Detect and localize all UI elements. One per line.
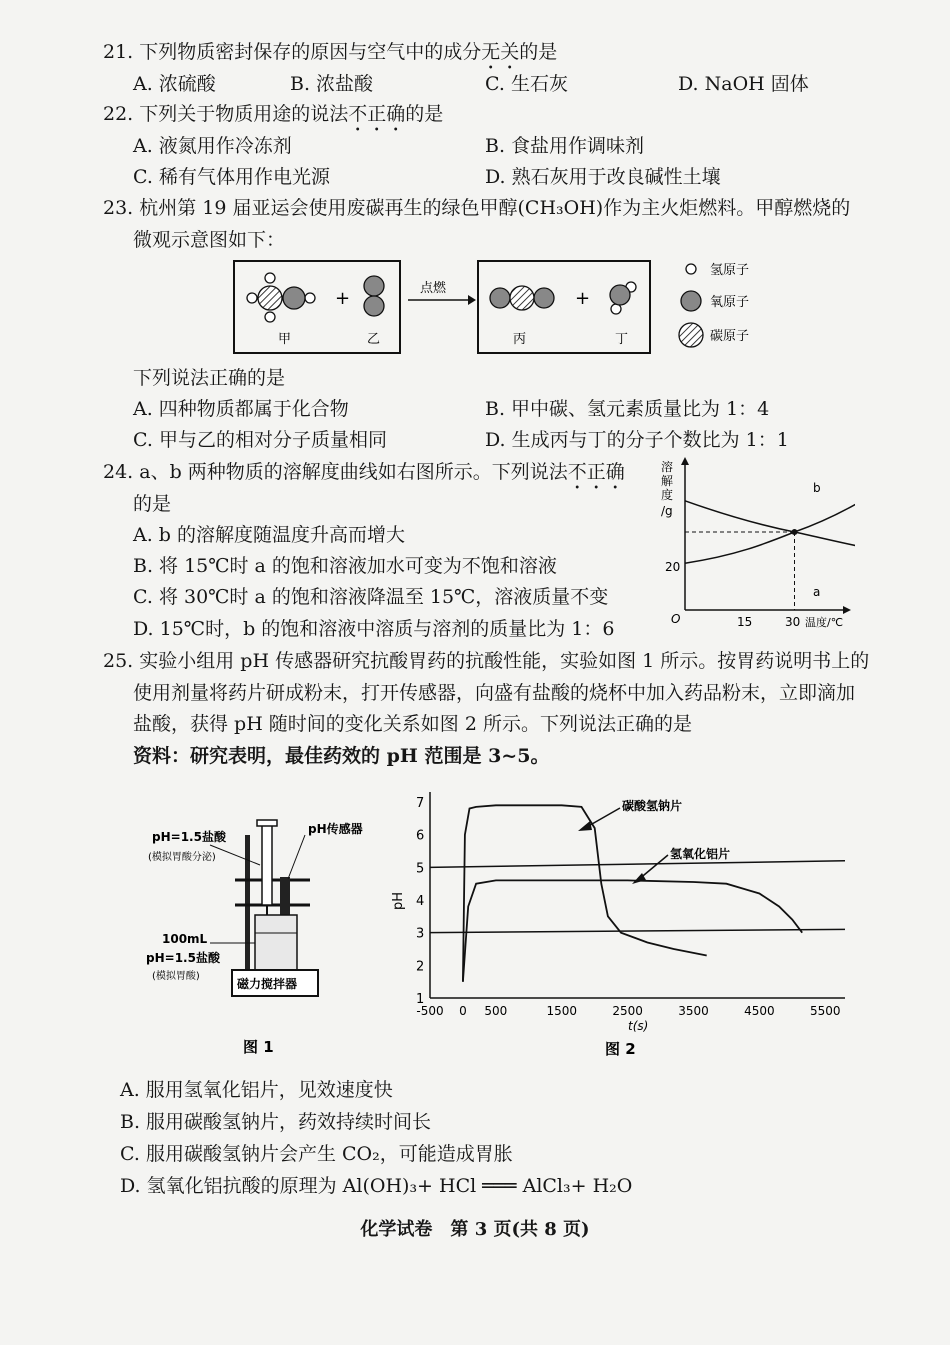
legend-oxygen: 氧原子 [710, 295, 750, 310]
q24-stem-pre: a、b 两种物质的溶解度曲线如右图所示。下列说法 [139, 461, 568, 483]
sol-label-a: a [813, 585, 821, 599]
reference-line-ph5 [430, 861, 845, 868]
fig1-label-stirrer: 磁力搅拌器 [237, 977, 298, 991]
plus-2: + [575, 288, 591, 309]
q22-stem [103, 102, 443, 136]
figure1-apparatus [140, 805, 380, 1055]
q23-option-d: D. 生成丙与丁的分子个数比为 1：1 [485, 429, 789, 451]
arrow-head [468, 295, 476, 305]
fig1-label-sensor: pH传感器 [308, 822, 363, 836]
sol-origin: O [671, 612, 681, 626]
label-ding: 丁 [615, 332, 629, 347]
ph-xtick-5500: 5500 [809, 1004, 841, 1018]
q22-stem-pre: 下列关于物质用途的说法 [139, 103, 349, 125]
q22-option-c: C. 稀有气体用作电光源 [133, 166, 330, 188]
q21-stem-emph: 无关 [481, 41, 520, 63]
label-yi: 乙 [367, 332, 381, 347]
sol-ylabel-2: 解 [661, 474, 674, 488]
label-bing: 丙 [513, 332, 527, 347]
q22-option-b: B. 食盐用作调味剂 [485, 135, 645, 157]
q22-option-a: A. 液氮用作冷冻剂 [133, 135, 292, 157]
q23-question: 下列说法正确的是 [133, 367, 286, 389]
q25-stem-line2: 使用剂量将药片研成粉末，打开传感器，向盛有盐酸的烧杯中加入药品粉末，立即滴加 [133, 682, 856, 704]
ph-ytick-3: 3 [416, 926, 425, 942]
q21-option-b: B. 浓盐酸 [290, 73, 374, 95]
solubility-graph [655, 455, 855, 635]
sol-ylabel-4: /g [661, 504, 673, 518]
q23-line1: 杭州第 19 届亚运会使用废碳再生的绿色甲醇(CH₃OH)作为主火炬燃料。甲醇燃烧的 [139, 197, 851, 219]
q22-stem-emph: 不正确 [348, 103, 406, 125]
fig2-caption: 图 2 [605, 1040, 636, 1058]
page-footer: 化学试卷 第 3 页(共 8 页) [360, 1219, 590, 1240]
sol-ylabel-3: 度 [661, 488, 674, 502]
q25-option-b: B. 服用碳酸氢钠片，药效持续时间长 [120, 1111, 432, 1133]
methanol-molecule [247, 273, 315, 322]
fig1-label-secretion: (模拟胃酸分泌) [148, 852, 216, 863]
q21-stem-post: 的是 [519, 41, 558, 63]
legend-nahco3-label: 碳酸氢钠片 [622, 799, 683, 813]
q25-stem-line3: 盐酸，获得 pH 随时间的变化关系如图 2 所示。下列说法正确的是 [133, 713, 692, 735]
q24-option-d: D. 15℃时，b 的饱和溶液中溶质与溶剂的质量比为 1：6 [133, 618, 615, 640]
water-molecule [610, 282, 636, 314]
figure2-ph-chart [380, 780, 860, 1060]
q23-stem-line2: 微观示意图如下： [133, 229, 286, 251]
fig1-label-volume: 100mL [162, 932, 208, 946]
sol-label-b: b [813, 481, 821, 495]
q23-stem-line1 [103, 196, 850, 220]
ph-xtick-4500: 4500 [744, 1004, 775, 1018]
ph-ytick-5: 5 [416, 861, 425, 877]
ph-xtick-0: 0 [459, 1004, 467, 1018]
ph-ytick-1: 1 [416, 992, 425, 1007]
ph-xtick-2500: 2500 [612, 1004, 643, 1018]
legend-aloh3-label: 氢氧化铝片 [670, 847, 731, 861]
burette [262, 823, 272, 905]
beaker [255, 915, 297, 975]
ph-ytick-4: 4 [416, 894, 425, 909]
q25-line1: 实验小组用 pH 传感器研究抗酸胃药的抗酸性能，实验如图 1 所示。按胃药说明书上的 [139, 650, 870, 672]
stand-rod [245, 835, 250, 985]
solubility-curve-a [685, 501, 855, 558]
q22-stem-post: 的是 [405, 103, 444, 125]
sol-ylabel-1: 溶 [661, 460, 674, 474]
ph-ytick-7: 7 [416, 796, 425, 811]
ph-xtick-neg500: -500 [416, 1004, 444, 1018]
label-jia: 甲 [278, 332, 292, 347]
fig1-label-acid2: pH=1.5盐酸 [146, 951, 220, 965]
ph-xtick-1500: 1500 [546, 1004, 578, 1018]
q24-stem-line2: 的是 [133, 493, 172, 515]
q24-option-a: A. b 的溶解度随温度升高而增大 [133, 524, 406, 546]
plus-1: + [335, 288, 351, 309]
fig1-label-acid: pH=1.5盐酸 [152, 830, 226, 844]
q21-number: 21. [103, 41, 134, 63]
oxygen-molecule [364, 276, 384, 316]
q23-option-c: C. 甲与乙的相对分子质量相同 [133, 429, 387, 451]
sol-xlabel: 温度/℃ [805, 616, 844, 629]
q24-option-c: C. 将 30℃时 a 的饱和溶液降温至 15℃，溶液质量不变 [133, 586, 609, 608]
fig1-label-gastric: (模拟胃酸) [152, 971, 200, 982]
fig1-caption: 图 1 [243, 1038, 274, 1055]
q24-option-b: B. 将 15℃时 a 的饱和溶液加水可变为不饱和溶液 [133, 555, 557, 577]
intersection-point [792, 529, 798, 535]
sol-x30: 30 [785, 615, 801, 629]
ph-ylabel: pH [391, 891, 406, 910]
co2-molecule [490, 286, 554, 310]
ph-ytick-2: 2 [416, 959, 425, 975]
q25-note: 资料：研究表明，最佳药效的 pH 范围是 3~5。 [133, 745, 550, 767]
legend-hydrogen: 氢原子 [710, 263, 750, 278]
q21-stem-pre: 下列物质密封保存的原因与空气中的成分 [139, 41, 482, 63]
series-sodium-bicarbonate [463, 805, 707, 981]
q25-number: 25. [103, 650, 134, 672]
q23-option-b: B. 甲中碳、氢元素质量比为 1：4 [485, 398, 770, 420]
arrow-label: 点燃 [420, 281, 447, 296]
q22-number: 22. [103, 103, 134, 125]
q23-molecule-diagram [230, 255, 790, 360]
ph-xtick-3500: 3500 [678, 1004, 709, 1018]
q23-number: 23. [103, 197, 134, 219]
q21-option-c: C. 生石灰 [485, 73, 568, 95]
sol-x15: 15 [737, 615, 753, 629]
q21-option-a: A. 浓硫酸 [133, 73, 216, 95]
q25-stem-line1 [103, 649, 869, 673]
q25-option-d: D. 氢氧化铝抗酸的原理为 Al(OH)₃+ HCl ═══ AlCl₃+ H₂O [120, 1175, 633, 1197]
sol-y20: 20 [665, 560, 681, 574]
q24-stem-emph: 不正确 [567, 461, 625, 483]
q23-option-a: A. 四种物质都属于化合物 [133, 398, 349, 420]
ph-ytick-6: 6 [416, 828, 425, 844]
legend-carbon: 碳原子 [710, 329, 750, 344]
q21-option-d: D. NaOH 固体 [678, 73, 809, 95]
q24-number: 24. [103, 461, 134, 483]
reference-line-ph3 [430, 929, 845, 932]
q21-stem [103, 40, 557, 74]
ph-xtick-500: 500 [484, 1004, 508, 1018]
q22-option-d: D. 熟石灰用于改良碱性土壤 [485, 166, 721, 188]
q25-option-c: C. 服用碳酸氢钠片会产生 CO₂，可能造成胃胀 [120, 1143, 513, 1165]
q24-stem [103, 460, 625, 494]
ph-xlabel: t(s) [628, 1019, 649, 1033]
q25-option-a: A. 服用氢氧化铝片，见效速度快 [120, 1079, 393, 1101]
